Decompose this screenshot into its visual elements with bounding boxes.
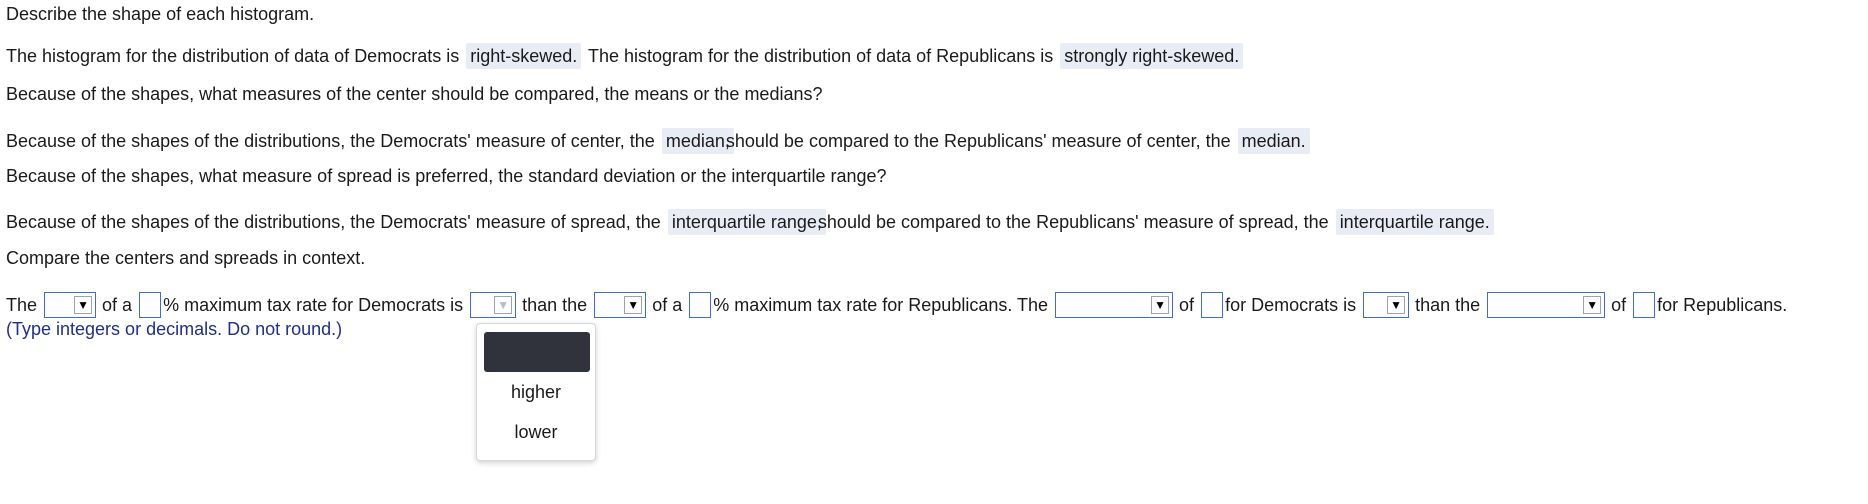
question-shape: Describe the shape of each histogram. (6, 4, 315, 24)
fill-text: of a (652, 294, 683, 315)
question-compare: Compare the centers and spreads in context. (6, 248, 366, 268)
chevron-down-icon: ▼ (1387, 296, 1405, 314)
measure-dropdown-democrats[interactable] (44, 292, 96, 318)
chevron-down-icon: ▼ (74, 296, 92, 314)
answer-chip-democrats-center: median, (662, 128, 734, 154)
question-center: Because of the shapes, what measures of the center should be compared, the means or the medians? (6, 84, 823, 104)
chevron-down-icon: ▼ (624, 296, 642, 314)
answer-chip-republicans-shape: strongly right-skewed. (1060, 43, 1243, 69)
answer-text: should be compared to the Republicans' measure of center, the (725, 131, 1231, 151)
fill-text: of a (102, 294, 133, 315)
comparison-dropdown-2[interactable] (1363, 292, 1409, 318)
fill-text: % maximum tax rate for Democrats is (163, 294, 464, 315)
comparison-dropdown-menu (476, 323, 596, 461)
fill-text: for Democrats is (1225, 294, 1357, 315)
answer-text: Because of the shapes of the distributions, the Democrats' measure of center, the (6, 131, 655, 151)
fill-text: than the (1415, 294, 1481, 315)
tax-rate-input-republicans[interactable] (689, 292, 711, 318)
answer-chip-republicans-center: median. (1238, 128, 1310, 154)
answer-text: should be compared to the Republicans' measure of spread, the (817, 212, 1329, 232)
answer-text: The histogram for the distribution of data of Republicans is (587, 46, 1054, 66)
chevron-down-icon: ▼ (494, 296, 512, 314)
fill-text: than the (522, 294, 588, 315)
fill-text: % maximum tax rate for Republicans. The (713, 294, 1049, 315)
chevron-down-icon: ▼ (1151, 296, 1169, 314)
answer-text: Because of the shapes of the distributions, the Democrats' measure of spread, the (6, 212, 661, 232)
answer-center (6, 128, 1312, 154)
spread-measure-dropdown-democrats[interactable] (1055, 292, 1173, 318)
dropdown-option-blank[interactable] (484, 332, 590, 372)
answer-chip-democrats-shape: right-skewed. (466, 43, 581, 69)
dropdown-option-higher[interactable]: higher (510, 382, 562, 402)
chevron-down-icon: ▼ (1583, 296, 1601, 314)
spread-value-input-democrats[interactable] (1201, 292, 1223, 318)
measure-dropdown-republicans[interactable] (594, 292, 646, 318)
fill-text: for Republicans. (1657, 294, 1788, 315)
fill-in-row (6, 290, 1794, 320)
answer-chip-republicans-spread: interquartile range. (1336, 209, 1494, 235)
fill-text: of (1179, 294, 1195, 315)
tax-rate-input-democrats[interactable] (139, 292, 161, 318)
instruction-note: (Type integers or decimals. Do not round.) (6, 319, 343, 339)
answer-chip-democrats-spread: interquartile range, (668, 209, 826, 235)
question-spread: Because of the shapes, what measure of spread is preferred, the standard deviation or the interquartile range? (6, 166, 887, 186)
comparison-dropdown-1[interactable] (470, 292, 516, 318)
spread-measure-dropdown-republicans[interactable] (1487, 292, 1605, 318)
answer-text: The histogram for the distribution of data of Democrats is (6, 46, 460, 66)
fill-text: of (1611, 294, 1627, 315)
answer-shape (6, 43, 1245, 69)
spread-value-input-republicans[interactable] (1633, 292, 1655, 318)
answer-spread (6, 209, 1496, 235)
fill-text: The (6, 294, 38, 315)
dropdown-option-lower[interactable]: lower (514, 422, 558, 442)
